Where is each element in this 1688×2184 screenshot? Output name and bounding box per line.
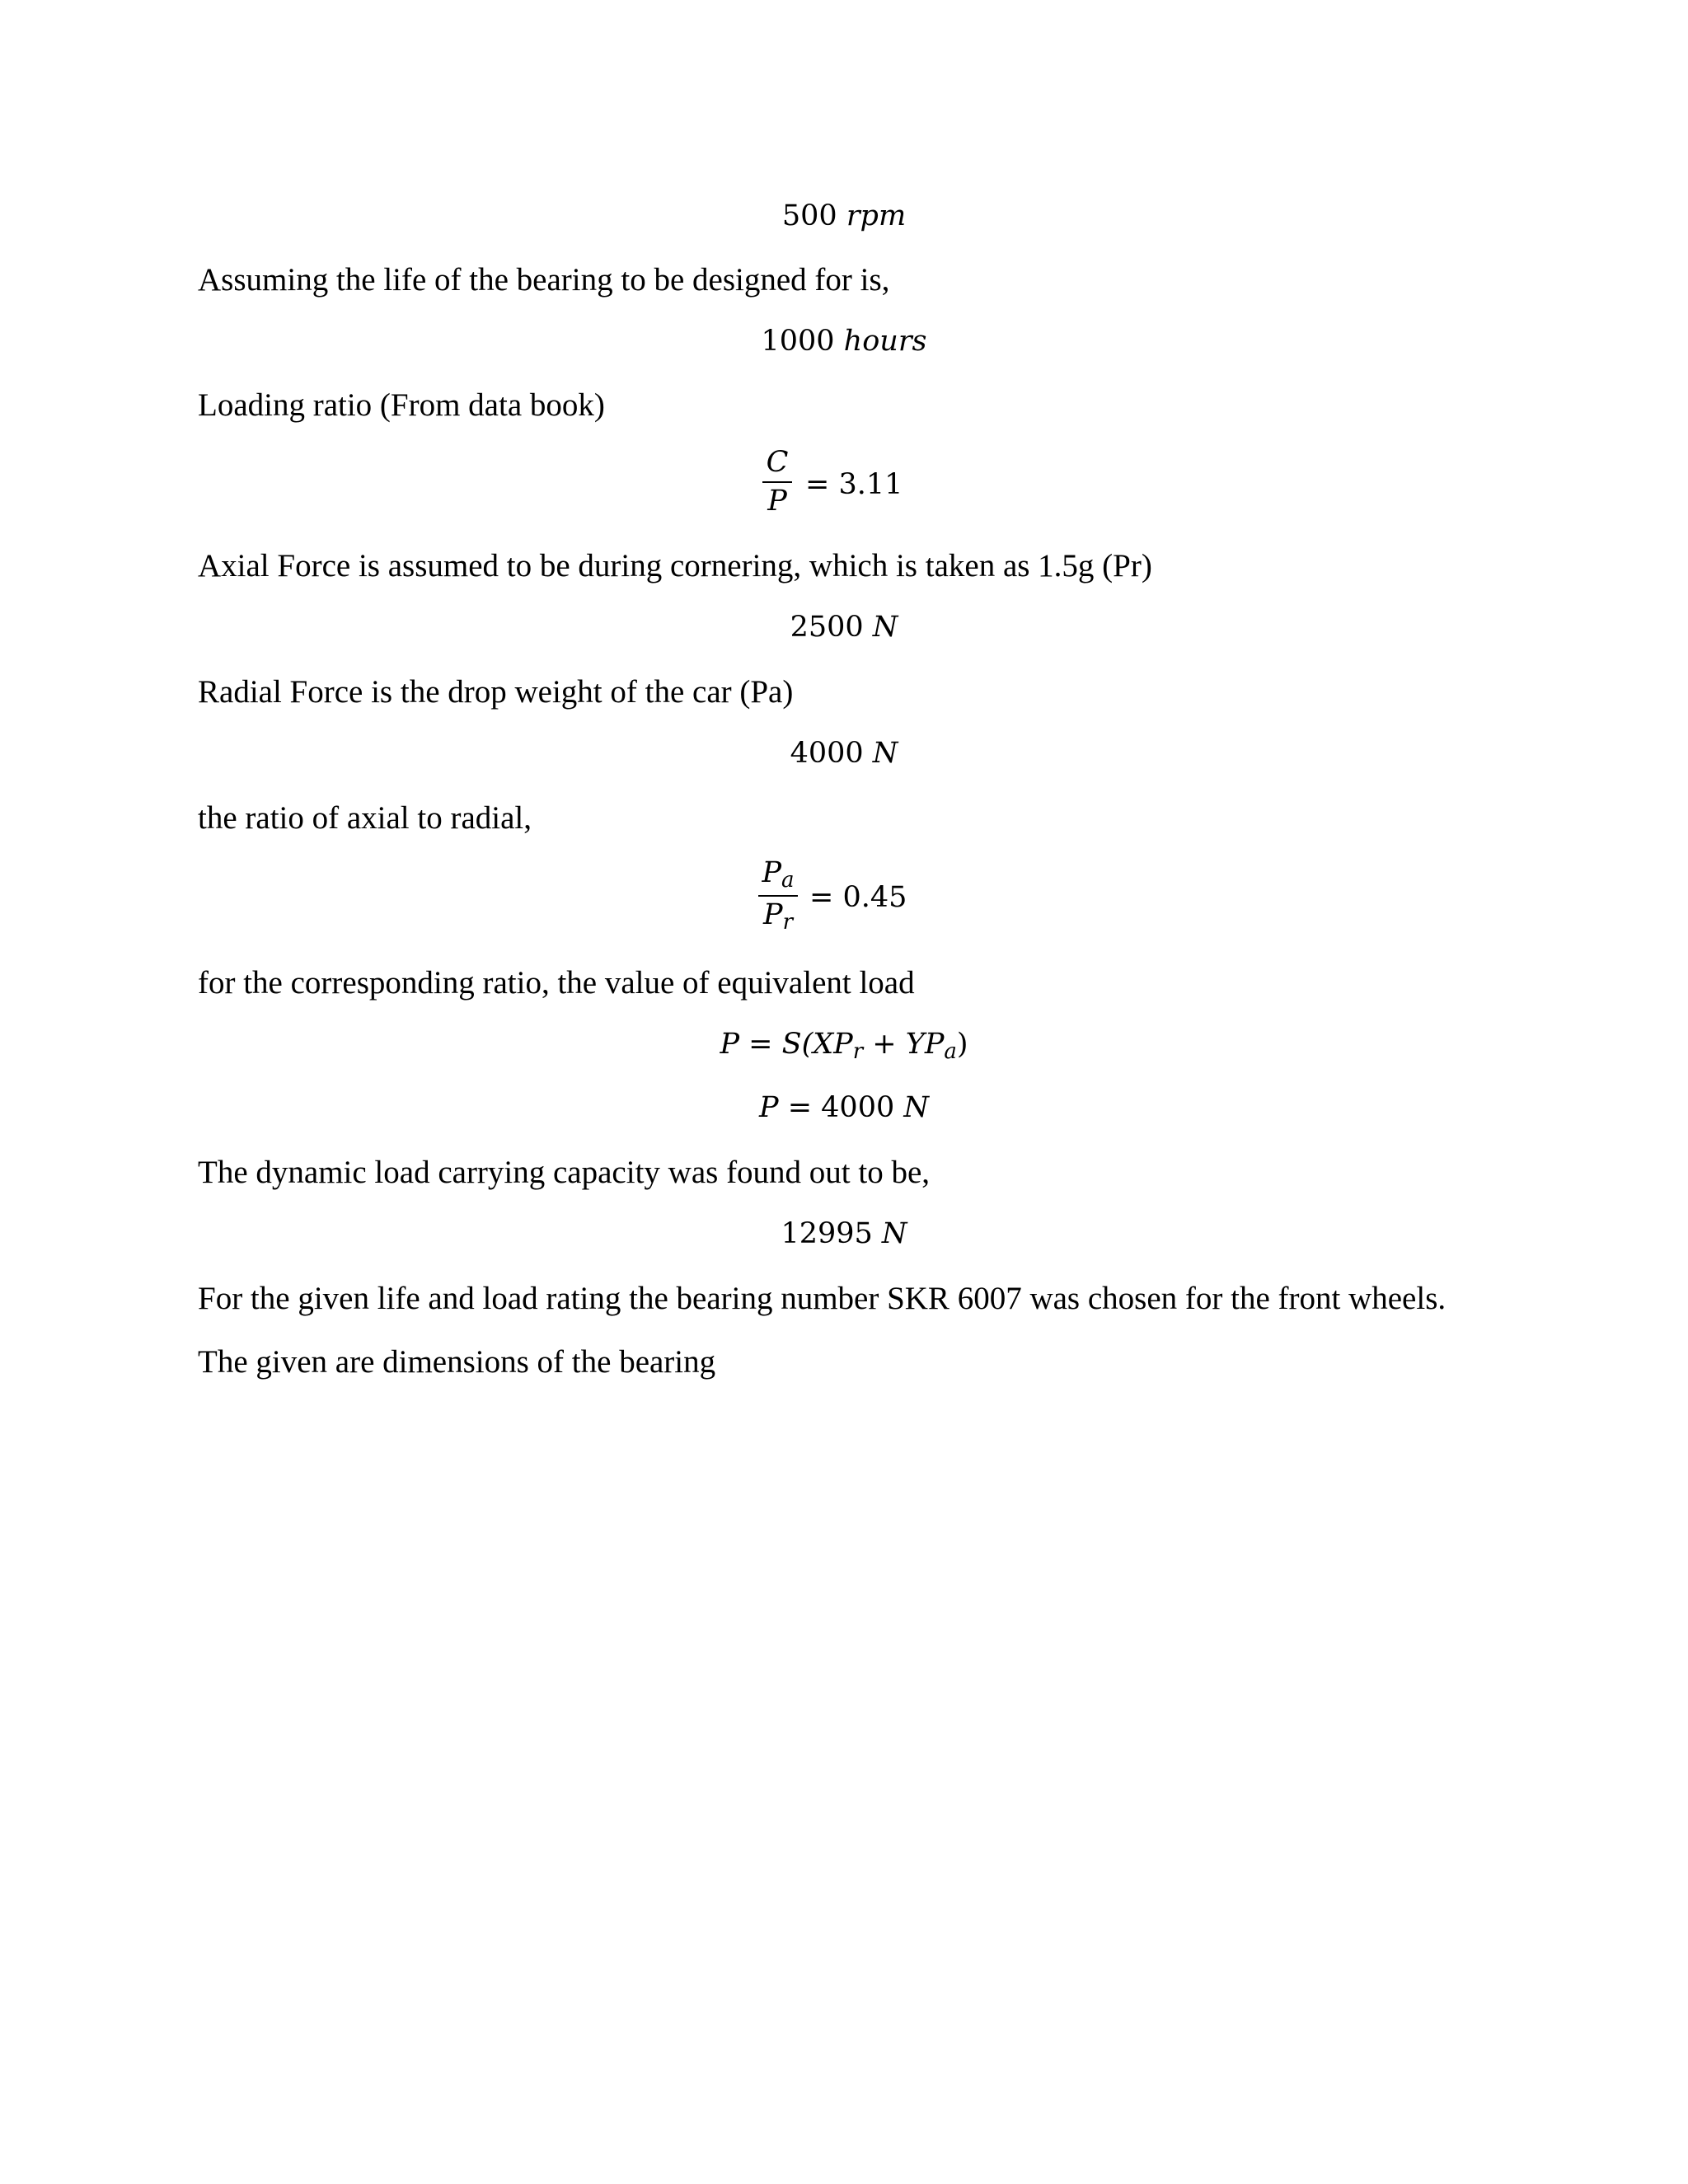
life-unit: hours xyxy=(843,325,927,358)
dynamic-capacity-equation xyxy=(0,1217,1688,1250)
speed-unit: rpm xyxy=(846,199,907,232)
numerator-subscript: a xyxy=(781,868,795,893)
fraction-numerator: C xyxy=(766,446,789,479)
fraction-denominator: P xyxy=(767,485,787,518)
radial-force-value: 4000 xyxy=(790,737,864,770)
formula-subscript-r: r xyxy=(852,1039,864,1064)
formula-lhs: P xyxy=(720,1028,739,1061)
speed-value: 500 xyxy=(781,199,837,232)
axial-radial-ratio-value: = 0.45 xyxy=(809,881,907,914)
result-unit: N xyxy=(903,1091,929,1124)
axial-force-unit: N xyxy=(872,611,898,644)
dynamic-capacity-unit: N xyxy=(881,1217,907,1250)
axial-radial-fraction xyxy=(758,856,798,935)
paragraph-equivalent-load: for the corresponding ratio, the value of equivalent load xyxy=(198,965,915,1001)
result-equals: = xyxy=(787,1091,813,1124)
denominator-symbol: P xyxy=(763,898,783,931)
axial-force-equation xyxy=(0,613,1688,642)
speed-equation xyxy=(0,199,1688,232)
denominator-subscript: r xyxy=(782,910,793,935)
paragraph-bearing-dimensions: The given are dimensions of the bearing xyxy=(198,1344,716,1380)
fraction-bar xyxy=(762,481,792,483)
paragraph-loading-ratio: Loading ratio (From data book) xyxy=(198,387,605,423)
paragraph-bearing-selection: For the given life and load rating the bearing number SKR 6007 was chosen for the front wheels. xyxy=(198,1281,1447,1316)
paragraph-axial-force: Axial Force is assumed to be during cornering, which is taken as 1.5g (Pr) xyxy=(198,548,1152,583)
result-lhs: P xyxy=(758,1091,779,1124)
paragraph-dynamic-capacity: The dynamic load carrying capacity was found out to be, xyxy=(198,1155,931,1190)
result-value: 4000 xyxy=(821,1091,895,1124)
loading-ratio-value: = 3.11 xyxy=(805,468,903,501)
dynamic-capacity-value: 12995 xyxy=(781,1217,873,1250)
formula-part-1: S(XP xyxy=(781,1028,853,1061)
formula-subscript-a: a xyxy=(944,1039,957,1064)
formula-part-3: ) xyxy=(956,1028,968,1061)
paragraph-radial-force: Radial Force is the drop weight of the car (Pa) xyxy=(198,674,794,710)
axial-force-value: 2500 xyxy=(790,611,864,644)
numerator-symbol: P xyxy=(762,856,782,889)
fraction-numerator xyxy=(758,856,798,893)
radial-force-unit: N xyxy=(872,737,898,770)
formula-equals: = xyxy=(748,1028,773,1061)
equivalent-load-formula xyxy=(0,1030,1688,1062)
life-value: 1000 xyxy=(761,325,835,358)
life-equation xyxy=(0,327,1688,356)
formula-part-2: + YP xyxy=(863,1028,945,1061)
paragraph-axial-radial-ratio: the ratio of axial to radial, xyxy=(198,800,532,836)
fraction-bar xyxy=(758,895,798,897)
loading-ratio-fraction xyxy=(762,448,792,516)
radial-force-equation xyxy=(0,739,1688,768)
equivalent-load-result xyxy=(0,1091,1688,1124)
fraction-denominator xyxy=(758,898,798,935)
paragraph-bearing-life: Assuming the life of the bearing to be designed for is, xyxy=(198,262,890,298)
